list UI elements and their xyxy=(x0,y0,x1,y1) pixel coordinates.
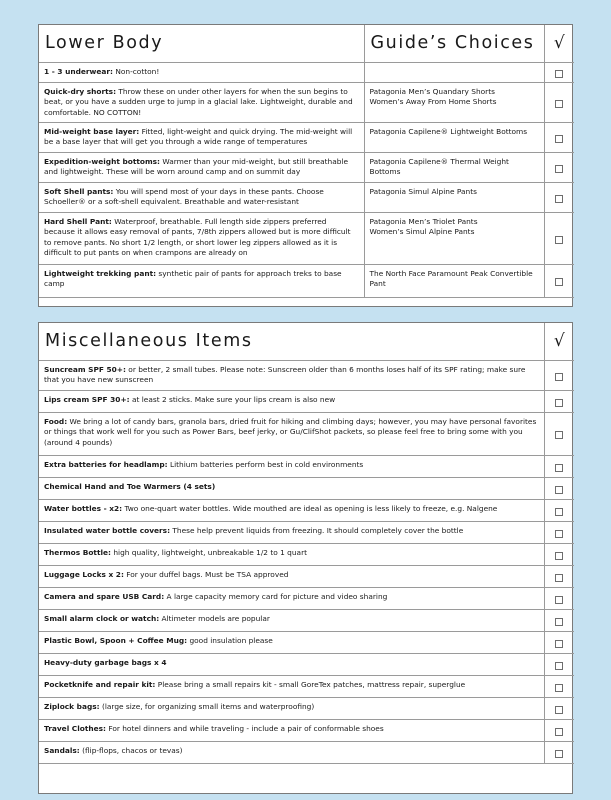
item-name: Water bottles - x2: xyxy=(44,503,123,513)
item-details: Throw these on under other layers for when the sun begins to beat, or you have a sudden urge to jump in a glacial lake. Lightweight, durable and comfortable. NO COTTON! xyxy=(44,86,353,117)
item-checkbox[interactable] xyxy=(555,373,563,381)
item-details: A large capacity memory card for picture and video sharing xyxy=(164,591,388,601)
checkbox-cell[interactable] xyxy=(544,719,574,741)
checkbox-cell[interactable] xyxy=(544,412,574,455)
checkbox-cell[interactable] xyxy=(544,697,574,719)
item-description xyxy=(39,412,544,455)
checkbox-cell[interactable] xyxy=(544,543,574,565)
item-checkbox[interactable] xyxy=(555,278,563,286)
item-details: Waterproof, breathable. Full length side zippers preferred because it allows easy removal of pants, 7/8th zippers allowed but is more difficult to remove pants. No short 1/2 length, or short lower leg zippers allowed as it is difficult to put pants on when crampons are already on xyxy=(44,216,351,258)
checkbox-cell[interactable] xyxy=(544,587,574,609)
item-description xyxy=(39,360,544,390)
item-name: Soft Shell pants: xyxy=(44,186,114,196)
item-name: Heavy-duty garbage bags x 4 xyxy=(44,657,167,667)
item-checkbox[interactable] xyxy=(555,464,563,472)
guides-choice-line: Patagonia Capilene® Thermal Weight Bottoms xyxy=(369,156,509,177)
checkbox-cell[interactable] xyxy=(544,477,574,499)
item-checkbox[interactable] xyxy=(555,596,563,604)
item-checkbox[interactable] xyxy=(555,165,563,173)
item-name: Expedition-weight bottoms: xyxy=(44,156,161,166)
check-column-header: √ xyxy=(544,25,574,62)
checkbox-cell[interactable] xyxy=(544,390,574,412)
item-description xyxy=(39,741,544,763)
lower-body-table xyxy=(39,25,574,298)
item-description xyxy=(39,264,364,297)
table-row xyxy=(39,455,574,477)
table-row xyxy=(39,697,574,719)
item-name: Quick-dry shorts: xyxy=(44,86,117,96)
table-row xyxy=(39,212,574,264)
item-checkbox[interactable] xyxy=(555,728,563,736)
item-details: Please bring a small repairs kit - small GoreTex patches, mattress repair, superglue xyxy=(155,679,466,689)
item-name: Lips cream SPF 30+: xyxy=(44,394,130,404)
item-name: Plastic Bowl, Spoon + Coffee Mug: xyxy=(44,635,188,645)
guides-choice-line: Patagonia Men’s Quandary Shorts xyxy=(369,86,495,96)
item-description xyxy=(39,152,364,182)
item-name: Extra batteries for headlamp: xyxy=(44,459,168,469)
checkbox-cell[interactable] xyxy=(544,62,574,82)
item-description xyxy=(39,477,544,499)
item-name: Mid-weight base layer: xyxy=(44,126,140,136)
table-row xyxy=(39,543,574,565)
item-details: For hotel dinners and while traveling - include a pair of conformable shoes xyxy=(106,723,384,733)
guides-choice xyxy=(364,212,544,264)
checkbox-cell[interactable] xyxy=(544,182,574,212)
table-row xyxy=(39,264,574,297)
table-row xyxy=(39,741,574,763)
item-name: Sandals: xyxy=(44,745,80,755)
item-description xyxy=(39,653,544,675)
checkbox-cell[interactable] xyxy=(544,499,574,521)
item-checkbox[interactable] xyxy=(555,486,563,494)
item-checkbox[interactable] xyxy=(555,640,563,648)
table-row xyxy=(39,412,574,455)
checkbox-cell[interactable] xyxy=(544,360,574,390)
checkbox-cell[interactable] xyxy=(544,122,574,152)
lower-body-header-row xyxy=(39,25,574,62)
item-details: You will spend most of your days in these pants. Choose Schoeller® or a soft-shell equivalent. Breathable and water-resistant xyxy=(44,186,324,207)
item-checkbox[interactable] xyxy=(555,508,563,516)
guides-choice xyxy=(364,122,544,152)
item-details: at least 2 sticks. Make sure your lips cream is also new xyxy=(129,394,336,404)
item-details: high quality, lightweight, unbreakable 1/2 to 1 quart xyxy=(111,547,308,557)
checkbox-cell[interactable] xyxy=(544,631,574,653)
item-description xyxy=(39,543,544,565)
item-name: Luggage Locks x 2: xyxy=(44,569,124,579)
guides-choice-line: Women’s Away From Home Shorts xyxy=(369,97,497,107)
checkbox-cell[interactable] xyxy=(544,521,574,543)
guides-choice-line: Women’s Simul Alpine Pants xyxy=(369,227,475,237)
item-description xyxy=(39,499,544,521)
item-details: good insulation please xyxy=(187,635,273,645)
table-row xyxy=(39,82,574,122)
item-details: Non-cotton! xyxy=(112,66,160,76)
item-description xyxy=(39,675,544,697)
item-details: We bring a lot of candy bars, granola bars, dried fruit for hiking and climbing days; however, you may have personal favorites or things that work well for you such as Power Bars, beef jerky, or Gu/ClifShot packets, so please feel free to bring some with you (around 4 pounds) xyxy=(44,416,537,447)
item-name: Pocketknife and repair kit: xyxy=(44,679,156,689)
item-checkbox[interactable] xyxy=(555,706,563,714)
table-row xyxy=(39,390,574,412)
item-name: Insulated water bottle covers: xyxy=(44,525,171,535)
item-checkbox[interactable] xyxy=(555,662,563,670)
item-checkbox[interactable] xyxy=(555,100,563,108)
table-row xyxy=(39,631,574,653)
table-row xyxy=(39,565,574,587)
item-description xyxy=(39,212,364,264)
item-details: Lithium batteries perform best in cold environments xyxy=(167,459,364,469)
check-column-header: √ xyxy=(544,323,574,360)
item-name: Camera and spare USB Card: xyxy=(44,591,165,601)
misc-section xyxy=(38,322,573,794)
table-row xyxy=(39,609,574,631)
guides-choice-line: Patagonia Capilene® Lightweight Bottoms xyxy=(369,126,528,136)
checkbox-cell[interactable] xyxy=(544,152,574,182)
guides-choice-line: Patagonia Simul Alpine Pants xyxy=(369,186,477,196)
table-row xyxy=(39,152,574,182)
checkbox-cell[interactable] xyxy=(544,455,574,477)
item-description xyxy=(39,609,544,631)
item-name: Hard Shell Pant: xyxy=(44,216,112,226)
item-description xyxy=(39,182,364,212)
item-checkbox[interactable] xyxy=(555,750,563,758)
checkbox-cell[interactable] xyxy=(544,653,574,675)
item-name: Suncream SPF 50+: xyxy=(44,364,126,374)
item-name: Thermos Bottle: xyxy=(44,547,111,557)
table-row xyxy=(39,62,574,82)
item-description xyxy=(39,719,544,741)
item-description xyxy=(39,62,364,82)
item-details: or better, 2 small tubes. Please note: Sunscreen older than 6 months loses half of its SPF rating; make sure that you have new sunscreen xyxy=(44,364,526,385)
item-checkbox[interactable] xyxy=(555,236,563,244)
item-name: Food: xyxy=(44,416,68,426)
item-details: Altimeter models are popular xyxy=(159,613,270,623)
item-checkbox[interactable] xyxy=(555,195,563,203)
guides-choices-title: Guide’s Choices xyxy=(364,25,544,62)
checkbox-cell[interactable] xyxy=(544,212,574,264)
misc-header-row xyxy=(39,323,574,360)
item-details: Warmer than your mid-weight, but still breathable and lightweight. These will be worn around camp and on summit day xyxy=(44,156,349,177)
item-checkbox[interactable] xyxy=(555,552,563,560)
table-row xyxy=(39,587,574,609)
checkbox-cell[interactable] xyxy=(544,741,574,763)
guides-choice-line: Patagonia Men’s Triolet Pants xyxy=(369,216,478,226)
item-name: 1 - 3 underwear: xyxy=(44,66,113,76)
checkbox-cell[interactable] xyxy=(544,82,574,122)
table-row xyxy=(39,360,574,390)
checkbox-cell[interactable] xyxy=(544,609,574,631)
item-checkbox[interactable] xyxy=(555,530,563,538)
item-details: For your duffel bags. Must be TSA approved xyxy=(123,569,289,579)
item-details: Two one-quart water bottles. Wide mouthed are ideal as opening is less likely to freeze, e.g. Nalgene xyxy=(122,503,498,513)
misc-table xyxy=(39,323,574,764)
item-description xyxy=(39,587,544,609)
checkbox-cell[interactable] xyxy=(544,264,574,297)
misc-title: Miscellaneous Items xyxy=(39,323,544,360)
item-checkbox[interactable] xyxy=(555,135,563,143)
item-name: Small alarm clock or watch: xyxy=(44,613,160,623)
item-checkbox[interactable] xyxy=(555,618,563,626)
item-details: Fitted, light-weight and quick drying. The mid-weight will be a base layer that will get you through a wide range of temperatures xyxy=(44,126,353,147)
item-description xyxy=(39,390,544,412)
table-row xyxy=(39,122,574,152)
item-name: Lightweight trekking pant: xyxy=(44,268,157,278)
item-checkbox[interactable] xyxy=(555,70,563,78)
checkbox-cell[interactable] xyxy=(544,675,574,697)
item-details: (flip-flops, chacos or tevas) xyxy=(79,745,183,755)
table-row xyxy=(39,477,574,499)
item-name: Ziplock bags: xyxy=(44,701,100,711)
item-checkbox[interactable] xyxy=(555,684,563,692)
item-description xyxy=(39,521,544,543)
item-description xyxy=(39,631,544,653)
table-row xyxy=(39,675,574,697)
item-description xyxy=(39,122,364,152)
table-row xyxy=(39,182,574,212)
item-name: Chemical Hand and Toe Warmers (4 sets) xyxy=(44,481,216,491)
guides-choice xyxy=(364,82,544,122)
table-row xyxy=(39,499,574,521)
item-checkbox[interactable] xyxy=(555,399,563,407)
table-row xyxy=(39,521,574,543)
item-description xyxy=(39,565,544,587)
guides-choice xyxy=(364,182,544,212)
lower-body-title: Lower Body xyxy=(39,25,364,62)
lower-body-section xyxy=(38,24,573,307)
guides-choice-line: The North Face Paramount Peak Convertible Pant xyxy=(369,268,533,289)
table-row xyxy=(39,719,574,741)
item-name: Travel Clothes: xyxy=(44,723,106,733)
guides-choice xyxy=(364,62,544,82)
guides-choice xyxy=(364,152,544,182)
item-details: synthetic pair of pants for approach treks to base camp xyxy=(44,268,342,289)
item-description xyxy=(39,455,544,477)
item-details: These help prevent liquids from freezing. It should completely cover the bottle xyxy=(170,525,464,535)
table-row xyxy=(39,653,574,675)
item-details: (large size, for organizing small items and waterproofing) xyxy=(99,701,315,711)
item-checkbox[interactable] xyxy=(555,574,563,582)
guides-choice xyxy=(364,264,544,297)
item-description xyxy=(39,697,544,719)
checkbox-cell[interactable] xyxy=(544,565,574,587)
item-checkbox[interactable] xyxy=(555,431,563,439)
item-description xyxy=(39,82,364,122)
